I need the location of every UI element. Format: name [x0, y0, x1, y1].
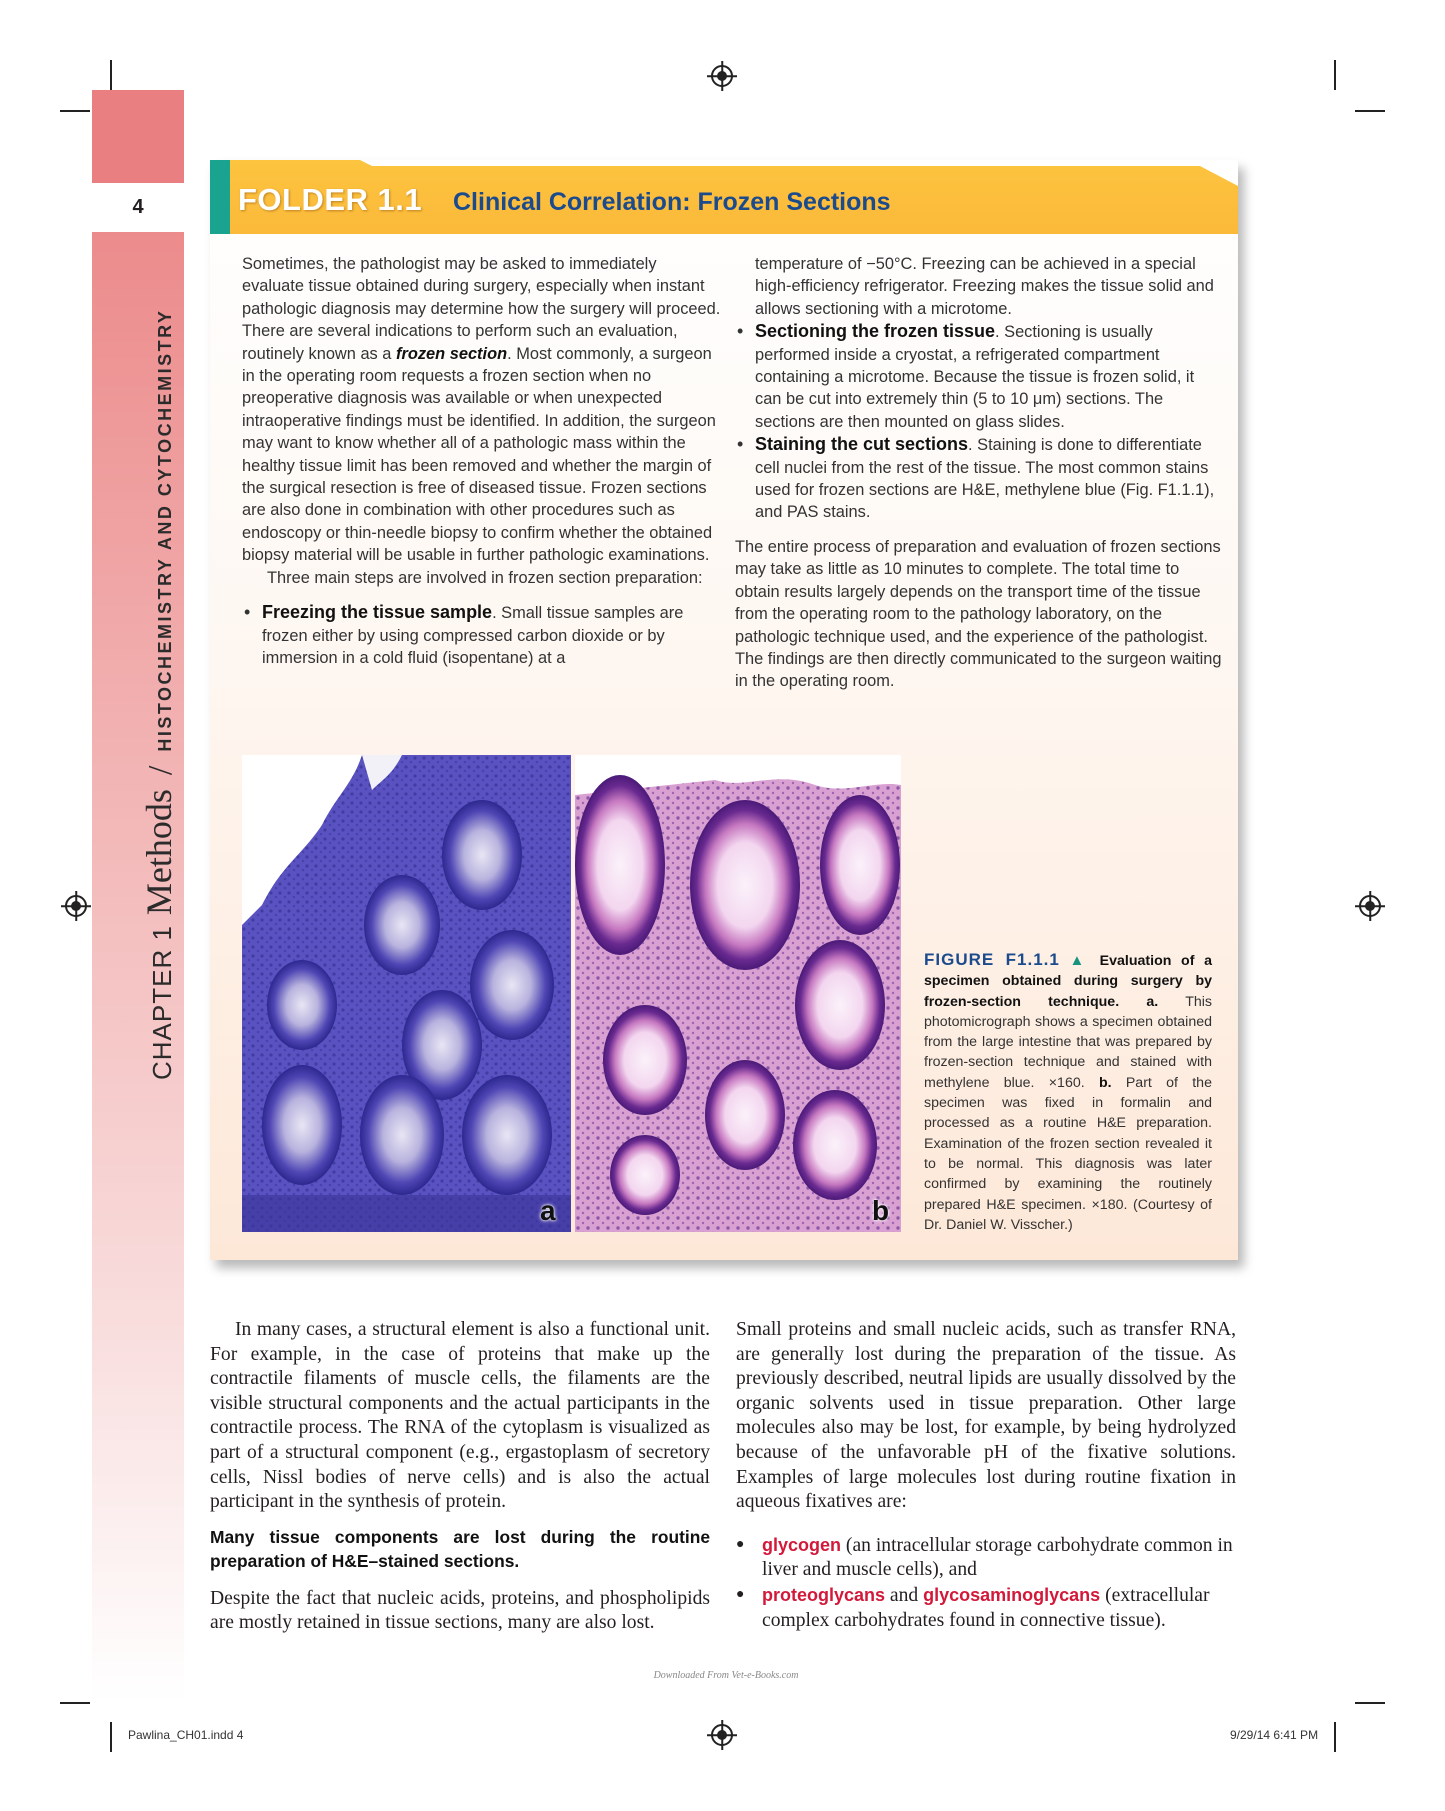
registration-mark-icon	[711, 65, 733, 87]
micrograph-a-image	[242, 755, 571, 1232]
figure-label: FIGURE F1.1.1	[924, 950, 1060, 969]
folder-paragraph: The entire process of preparation and evaluation of frozen sections may take as little as 10 minutes to complete. The total time to obtain results largely depends on the transport time of the tissue from the operating room to the pathology laboratory, on the pathologic technique used, and the experience of the pathologist. The findings are then directly communicated to the surgeon waiting in the operating room.	[735, 537, 1222, 691]
page-number: 4	[132, 196, 144, 218]
step-text: . Small tissue samples are frozen either by using compressed carbon dioxide or by immersion in a cold fluid (isopentane) at a	[262, 604, 684, 667]
registration-mark-icon	[65, 895, 87, 917]
body-paragraph: Small proteins and small nucleic acids, such as transfer RNA, are generally lost during the preparation of the tissue. As previously described, neutral lipids are usually dissolved by the organic solvents used in tissue preparation. Other large molecules also may be lost, for example, by being hydrolyzed because of the unfavorable pH of the fixative solutions. Examples of large molecules lost during routine fixation in aqueous fixatives are:	[736, 1319, 1236, 1513]
list-item-text: (extracellular complex carbohydrates found in connective tissue).	[762, 1584, 1210, 1631]
key-term: proteoglycans	[762, 1584, 886, 1605]
step-text-continued: temperature of −50°C. Freezing can be achieved in a special high-efficiency refrigerator. Freezing makes the tissue solid and allows sectioning with a microtome.	[755, 255, 1214, 318]
body-left-column	[210, 1318, 710, 1636]
lost-molecules-list	[736, 1533, 1236, 1633]
triangle-marker-icon: ▲	[1069, 952, 1091, 969]
registration-mark-icon	[1359, 895, 1381, 917]
caption-part-label: b.	[1098, 1074, 1112, 1091]
panel-label-b: b	[872, 1195, 890, 1226]
crop-mark	[60, 1702, 90, 1704]
print-slug-date: 9/29/14 6:41 PM	[1230, 1728, 1319, 1742]
key-term: frozen section	[395, 344, 508, 363]
crop-mark	[1355, 110, 1385, 112]
crop-mark	[1334, 1722, 1336, 1752]
crop-mark	[110, 1722, 112, 1752]
folder-left-column	[242, 253, 722, 669]
list-item	[736, 1533, 1236, 1583]
running-head-chapter-title: Methods	[139, 789, 179, 916]
body-paragraph: Despite the fact that nucleic acids, proteins, and phospholipids are mostly retained in tissue sections, many are also lost.	[210, 1587, 710, 1634]
crop-mark	[1334, 60, 1336, 90]
list-item	[735, 320, 1225, 433]
list-item	[242, 601, 722, 669]
steps-list	[242, 601, 722, 669]
paragraph-text: . Most commonly, a surgeon in the operating room requests a frozen section when no preoperative diagnosis was available or when unexpected intraoperative findings must be identified. In addition, the surgeon may want to know whether all of a pathologic mass within the healthy tissue limit has been removed and whether the margin of the surgical resection is free of diseased tissue. Frozen sections are also done in combination with other procedures such as endoscopy or thin-needle biopsy to confirm whether the obtained biopsy material will be usable in further pathologic examinations.	[242, 344, 716, 565]
caption-part-label: a.	[1146, 993, 1159, 1010]
caption-part-text: Part of the specimen was fixed in formalin and processed as a routine H&E preparation. Examination of the frozen section revealed it to be normal. This diagnosis was later confirmed by examining the routinely prepared H&E specimen. ×180. (Courtesy of Dr. Daniel W. Visscher.)	[924, 1074, 1212, 1233]
step-heading: Sectioning the frozen tissue	[755, 321, 996, 342]
steps-list	[735, 320, 1225, 524]
micrograph-b-image	[575, 755, 901, 1232]
folder-header	[210, 160, 1238, 234]
folder-paragraph: Three main steps are involved in frozen section preparation:	[267, 568, 703, 587]
micrograph-he-stain	[575, 755, 901, 1232]
list-item	[735, 433, 1225, 524]
running-head	[138, 309, 180, 1080]
crop-mark	[60, 110, 90, 112]
registration-mark-icon	[711, 1724, 733, 1746]
running-head-section: HISTOCHEMISTRY AND CYTOCHEMISTRY	[155, 308, 175, 752]
section-heading: Many tissue components are lost during the routine preparation of H&E–stained sections.	[210, 1526, 710, 1571]
folder-paragraph	[242, 253, 722, 567]
print-slug-file: Pawlina_CH01.indd 4	[128, 1728, 244, 1742]
crop-mark	[110, 60, 112, 90]
body-right-column	[736, 1318, 1236, 1633]
crop-mark	[1355, 1702, 1385, 1704]
step-heading: Freezing the tissue sample	[262, 602, 493, 623]
step-text: . Staining is done to differentiate cell nuclei from the rest of the tissue. The most common stains used for frozen sections are H&E, methylene blue (Fig. F1.1.1), and PAS stains.	[755, 436, 1215, 522]
folder-title: Clinical Correlation: Frozen Sections	[453, 188, 891, 216]
sidebar-tab	[92, 90, 184, 183]
folder-right-column	[735, 253, 1225, 693]
list-item-text: and	[885, 1584, 924, 1606]
step-text: . Sectioning is usually performed inside a cryostat, a refrigerated compartment containing a microtome. Because the tissue is frozen solid, it can be cut into extremely thin (5 to 10 μm) sections. The sections are then mounted on glass slides.	[755, 323, 1195, 431]
panel-label-a: a	[540, 1195, 556, 1226]
step-heading: Staining the cut sections	[755, 434, 969, 455]
caption-part-text: This photomicrograph shows a specimen obtained from the large intestine that was prepared by frozen-section technique and stained with methylene blue. ×160.	[924, 993, 1213, 1091]
paragraph-text: Sometimes, the pathologist may be asked to immediately evaluate tissue obtained during surgery, especially when instant pathologic diagnosis may determine how the surgery will proceed. There are several indications to perform such an evaluation, routinely known as a	[242, 255, 721, 363]
figure-caption	[924, 950, 1212, 1235]
running-head-divider: /	[142, 765, 179, 776]
caption-title: Evaluation of a specimen obtained during surgery by frozen-section technique.	[924, 953, 1212, 1010]
list-item-text: (an intracellular storage carbohydrate common in liver and muscle cells), and	[762, 1534, 1233, 1581]
running-head-chapter: CHAPTER 1	[147, 925, 177, 1080]
key-term: glycogen	[762, 1534, 842, 1555]
folder-accent-bar	[210, 160, 230, 234]
folder-label: FOLDER 1.1	[238, 182, 423, 217]
key-term: glycosaminoglycans	[923, 1584, 1101, 1605]
body-paragraph: In many cases, a structural element is also a functional unit. For example, in the case of proteins that make up the contractile filaments of muscle cells, the filaments are the visible structural components and the actual participants in the contractile process. The RNA of the cytoplasm is visualized as part of a structural component (e.g., ergastoplasm of secretory cells, Nissl bodies of nerve cells) and is also the actual participant in the synthesis of protein.	[210, 1319, 710, 1513]
download-watermark: Downloaded From Vet-e-Books.com	[653, 1670, 799, 1681]
list-item	[736, 1583, 1236, 1633]
micrograph-methylene-blue	[242, 755, 571, 1232]
